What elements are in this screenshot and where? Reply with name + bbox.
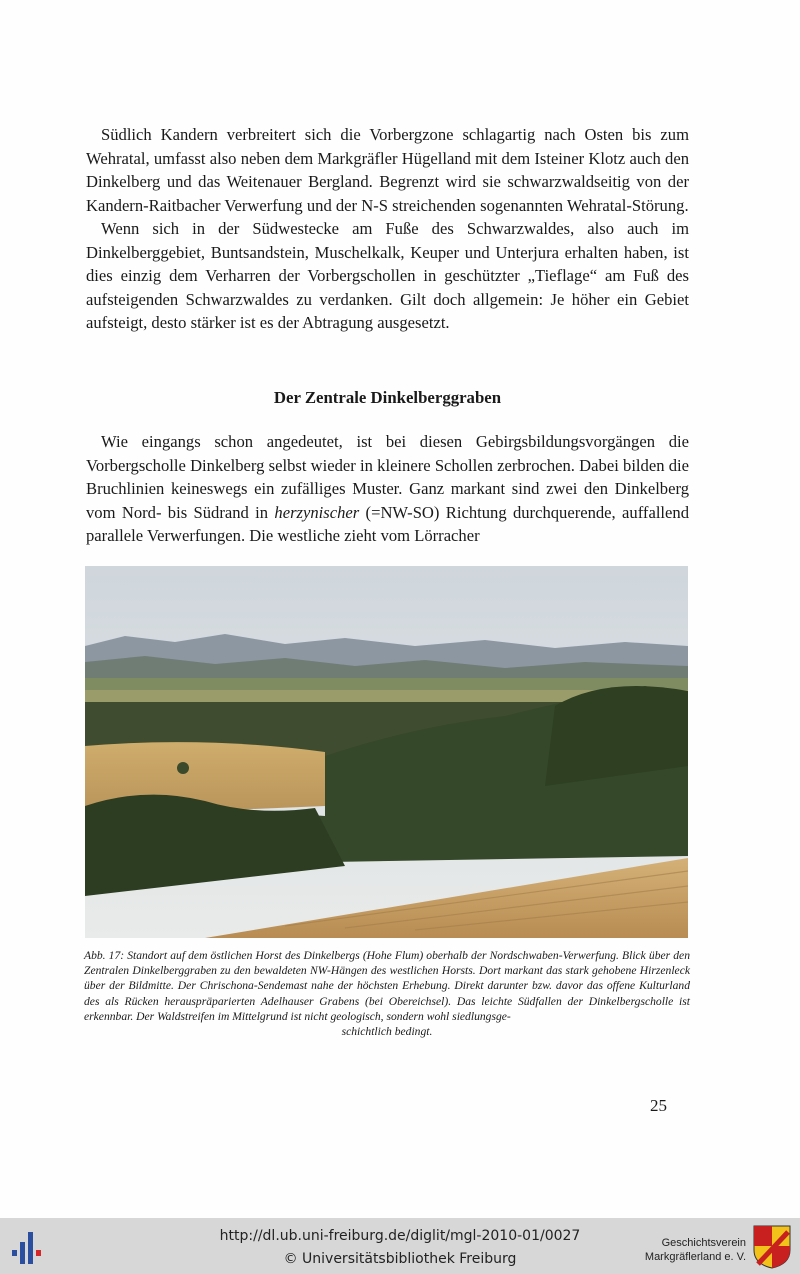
section-heading: Der Zentrale Dinkelberggraben — [273, 388, 502, 407]
society-line-1: Geschichtsverein — [661, 1237, 746, 1249]
intro-paragraph-1: Südlich Kandern verbreitert sich die Vorbergzone schlagartig nach Osten bis zum Wehratal, umfasst also neben dem Markgräfler Hügelland mit dem Isteiner Klotz auch den Dinkelberg und das Weitenauer Bergland. Begrenzt wird sie schwarzwaldseitig von der Kandern-Raitbacher Verwerfung und der N-S streichenden sogenannten Wehratal-Störung. — [86, 125, 689, 215]
society-name — [618, 1236, 746, 1264]
figure-caption — [84, 948, 690, 1039]
section-text — [86, 430, 689, 548]
section-paragraph-1 — [86, 430, 689, 548]
paragraph-text-end: (=NW-SO) Richtung durchquerende, auffallend parallele Verwerfungen. Die westliche zieht vom Lörracher — [86, 502, 689, 545]
coat-of-arms-icon[interactable] — [752, 1224, 792, 1270]
intro-text — [86, 123, 689, 335]
paragraph-text-start: Wie eingangs schon angedeutet, ist bei diesen Gebirgsbildungsvorgängen die Vorbergscholle Dinkelberg selbst wieder in kleinere Schollen zerbrochen. Dabei bilden die Bruchlinien keineswegs ein zufälliges Muster. Ganz markant sind zwei den Dinkelberg vom Nord- bis Südrand in — [86, 432, 689, 522]
italic-term: herzynischer — [274, 502, 360, 522]
landscape-photo — [85, 566, 688, 938]
document-url-link[interactable]: http://dl.ub.uni-freiburg.de/diglit/mgl-2010-01/0027 — [219, 1228, 581, 1244]
page-number: 25 — [650, 1096, 667, 1115]
society-line-2: Markgräflerland e. V. — [644, 1251, 746, 1263]
caption-last-line: schichtlich bedingt. — [341, 1025, 433, 1039]
caption-text: Abb. 17: Standort auf dem östlichen Horst des Dinkelbergs (Hohe Flum) oberhalb der Nordschwaben-Verwerfung. Blick über den Zentralen Dinkelberggraben zu den bewaldeten NW-Hängen des westlichen Horsts. Dort markant das stark gehobene Hirzenleck über der Bildmitte. Der Chrischona-Sendemast nahe der höchsten Erhebung. Direkt darunter bzw. davor das offene Kulturland des als Rücken herauspräparierten Adelhauser Grabens (bei Obereichsel). Das leichte Südfallen der Dinkelbergscholle ist erkennbar. Der Waldstreifen im Mittelgrund ist nicht geologisch, sondern wohl siedlungsge- — [84, 949, 690, 1023]
copyright-text: © Universitätsbibliothek Freiburg — [283, 1251, 517, 1267]
intro-paragraph-2: Wenn sich in der Südwestecke am Fuße des Schwarzwaldes, also auch im Dinkelberggebiet, Buntsandstein, Muschelkalk, Keuper und Unterjura erhalten haben, ist dies einzig dem Verharren der Vorbergschollen in geschützter „Tieflage“ am Fuß des aufsteigenden Schwarzwaldes zu verdanken. Gilt doch allgemein: Je höher ein Gebiet aufsteigt, desto stärker ist es der Abtragung ausgesetzt. — [86, 219, 689, 332]
viewer-footer — [0, 1218, 800, 1274]
